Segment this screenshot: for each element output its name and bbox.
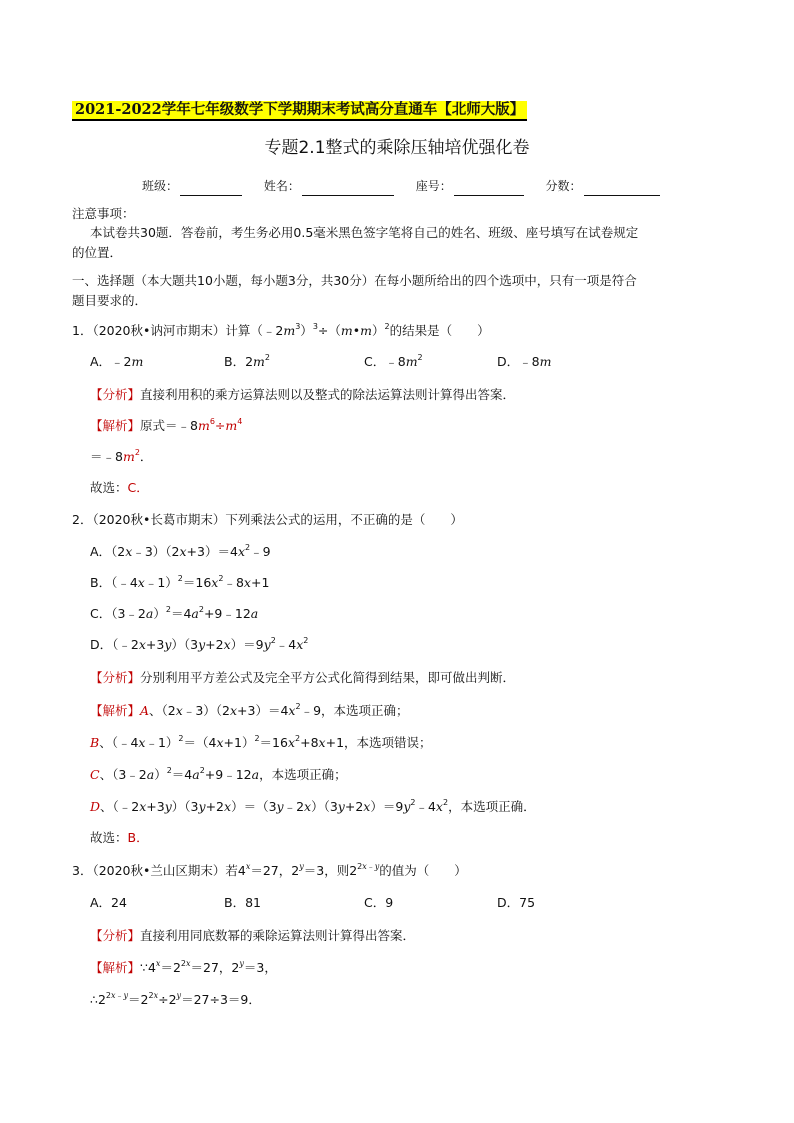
q1-solution-2: $=﹣8m^2$． — [90, 448, 153, 464]
score-blank[interactable] — [584, 181, 660, 196]
q3-solution-1: 【解析】$\because 4^x=2^{2x}=27$，$2^y=3$， — [90, 959, 277, 975]
q2-solution-d: D、$(﹣2x+3y)(3y+2x)=(3y﹣2x)(3y+2x)=9y^2﹣4x^2$，本选项正确． — [90, 798, 536, 814]
q1-answer: 故选：C． — [90, 480, 149, 495]
q1-option-d[interactable]: D．﹣8m — [497, 354, 552, 369]
q3-analysis: 【分析】直接利用同底数幂的乘除运算法则计算得出答案． — [90, 928, 416, 943]
page-title: 专题2.1整式的乘除压轴培优强化卷 — [264, 138, 530, 158]
q3-option-a[interactable]: A．24 — [90, 895, 127, 910]
q2-analysis: 【分析】分别利用平方差公式及完全平方公式化简得到结果，即可做出判断． — [90, 670, 516, 685]
question-2: 2．（2020秋•长葛市期末）下列乘法公式的运用，不正确的是（ ） — [72, 512, 463, 527]
q2-solution-c: C、$(3﹣2a)^2=4a^2+9﹣12a$，本选项正确； — [90, 766, 347, 782]
q1-option-b[interactable]: B．$2m^2$ — [224, 353, 270, 369]
student-info-row — [142, 176, 678, 196]
seat-blank[interactable] — [454, 181, 524, 196]
q3-option-b[interactable]: B．81 — [224, 895, 261, 910]
name-label: 姓名： — [263, 179, 300, 193]
q2-option-b[interactable]: B．$(﹣4x﹣1)^2=16x^2﹣8x+1$ — [90, 574, 270, 590]
notes-line-1: 本试卷共30题．答卷前，考生务必用0.5毫米黑色签字笔将自己的姓名、班级、座号填写在试卷规定 — [90, 225, 639, 240]
q2-option-a[interactable]: A．$(2x﹣3)(2x+3)=4x^2﹣9$ — [90, 543, 271, 559]
score-label: 分数： — [545, 179, 582, 193]
q1-option-c[interactable]: C．$﹣8m^2$ — [364, 353, 423, 369]
q1-solution-1: 【解析】原式$=﹣8m^6\div m^4$ — [90, 417, 243, 433]
q2-option-d[interactable]: D．$(﹣2x+3y)(3y+2x)=9y^2﹣4x^2$ — [90, 636, 309, 652]
class-label: 班级： — [142, 179, 179, 193]
name-blank[interactable] — [302, 181, 394, 196]
q1-option-a[interactable]: A．﹣2m — [90, 354, 144, 369]
q1-analysis: 【分析】直接利用积的乘方运算法则以及整式的除法运算法则计算得出答案． — [90, 387, 516, 402]
class-blank[interactable] — [180, 181, 242, 196]
seat-label: 座号： — [415, 179, 452, 193]
notes-title: 注意事项： — [72, 206, 135, 221]
section-1-line-2: 题目要求的． — [72, 293, 148, 308]
q2-solution-a: 【解析】A、$(2x﹣3)(2x+3)=4x^2﹣9$，本选项正确； — [90, 702, 409, 718]
q3-option-c[interactable]: C．9 — [364, 895, 394, 910]
question-3: 3．（2020秋•兰山区期末）若$4^x=27$，$2^y=3$，则$2^{2x﹣y}$的值为（ ） — [72, 862, 467, 878]
q3-solution-2: $\therefore 2^{2x﹣y}=2^{2x}\div 2^y=27\div 3=9$． — [90, 991, 261, 1007]
question-1: 1．（2020秋•讷河市期末）计算$(﹣2m^3)^3\div(m•m)^2$的结果是（ ） — [72, 322, 490, 338]
section-1-line-1: 一、选择题（本大题共10小题，每小题3分，共30分）在每小题所给出的四个选项中，只有一项是符合 — [72, 273, 637, 288]
notes-line-2: 的位置． — [72, 245, 123, 260]
q3-option-d[interactable]: D．75 — [497, 895, 536, 910]
q2-option-c[interactable]: C．$(3﹣2a)^2=4a^2+9﹣12a$ — [90, 605, 259, 621]
banner-title: 2021-2022学年七年级数学下学期期末考试高分直通车【北师大版】 — [72, 101, 527, 121]
q2-answer: 故选：B． — [90, 830, 149, 845]
q2-solution-b: B、$(﹣4x﹣1)^2=(4x+1)^2=16x^2+8x+1$，本选项错误； — [90, 734, 432, 750]
